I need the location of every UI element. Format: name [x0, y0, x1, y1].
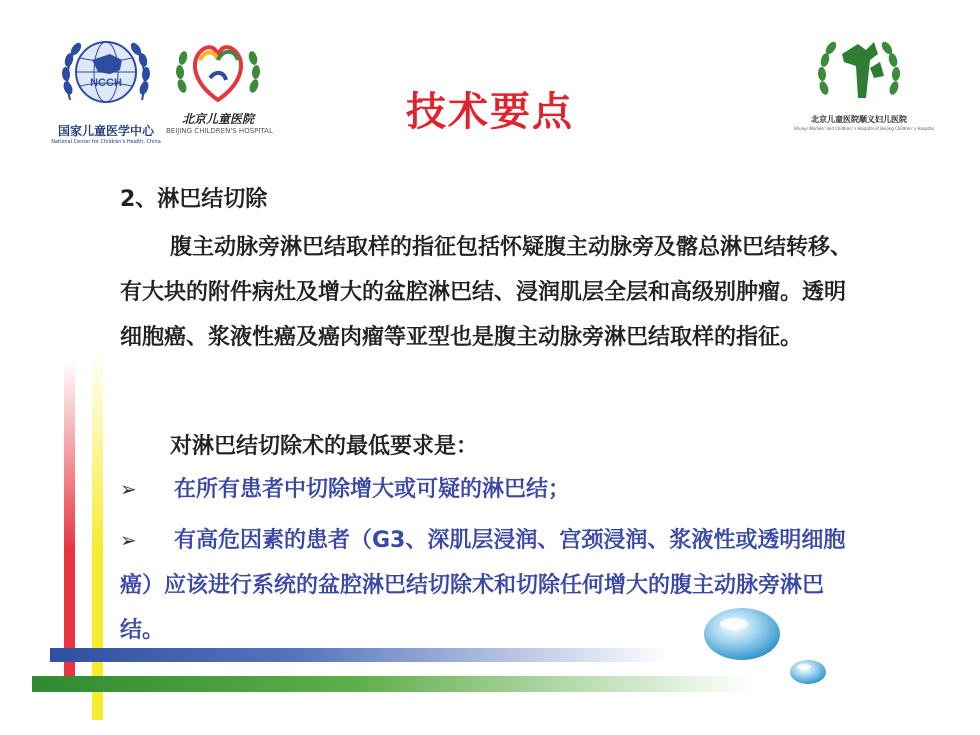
bullet-item-1-text: 在所有患者中切除增大或可疑的淋巴结；: [174, 477, 571, 502]
ncch-emblem-text: NCCH: [90, 77, 122, 89]
paragraph-indications-text: 腹主动脉旁淋巴结取样的指征包括怀疑腹主动脉旁及髂总淋巴结转移、有大块的附件病灶及增大的盆腔淋巴结、浸润肌层全层和高级别肿瘤。透明细胞癌、浆液性癌及癌肉瘤等亚型也是腹主动脉旁淋巴结取样的指征。: [120, 235, 853, 350]
bullet-item-2-text: 有高危因素的患者（G3、深肌层浸润、宫颈浸润、浆液性或透明细胞癌）应该进行系统的盆腔淋巴结切除术和切除任何增大的腹主动脉旁淋巴结。: [120, 528, 846, 643]
arrow-bullet-icon: ➢: [120, 528, 137, 552]
decorative-blue-bar: [50, 648, 670, 662]
arrow-bullet-icon: ➢: [120, 477, 137, 501]
shunyi-name-cn: 北京儿童医院顺义妇儿医院: [811, 115, 907, 124]
bullet-item-1: [120, 467, 860, 512]
ncch-name-cn: 国家儿童医学中心: [57, 124, 154, 138]
paragraph-minimum-requirements: [120, 424, 860, 469]
decorative-red-bar: [64, 360, 75, 678]
ncch-name-en: National Center for Children's Health, China: [51, 139, 161, 145]
section-heading: 2、淋巴结切除: [120, 187, 268, 212]
bch-name-en: BEIJING CHILDREN'S HOSPITAL: [166, 127, 273, 135]
page-title: 技术要点: [406, 89, 574, 135]
decorative-yellow-bar: [92, 350, 103, 720]
shunyi-name-en: Shunyi Women' and Children' s Hospital of Beijing Children' s Hospital: [794, 126, 934, 131]
paragraph-indications: [120, 225, 860, 360]
decorative-green-bar: [32, 676, 752, 692]
bch-name-cn: 北京儿童医院: [181, 112, 254, 126]
paragraph-minimum-requirements-text: 对淋巴结切除术的最低要求是：: [170, 434, 479, 459]
water-droplets-icon: [700, 600, 840, 700]
